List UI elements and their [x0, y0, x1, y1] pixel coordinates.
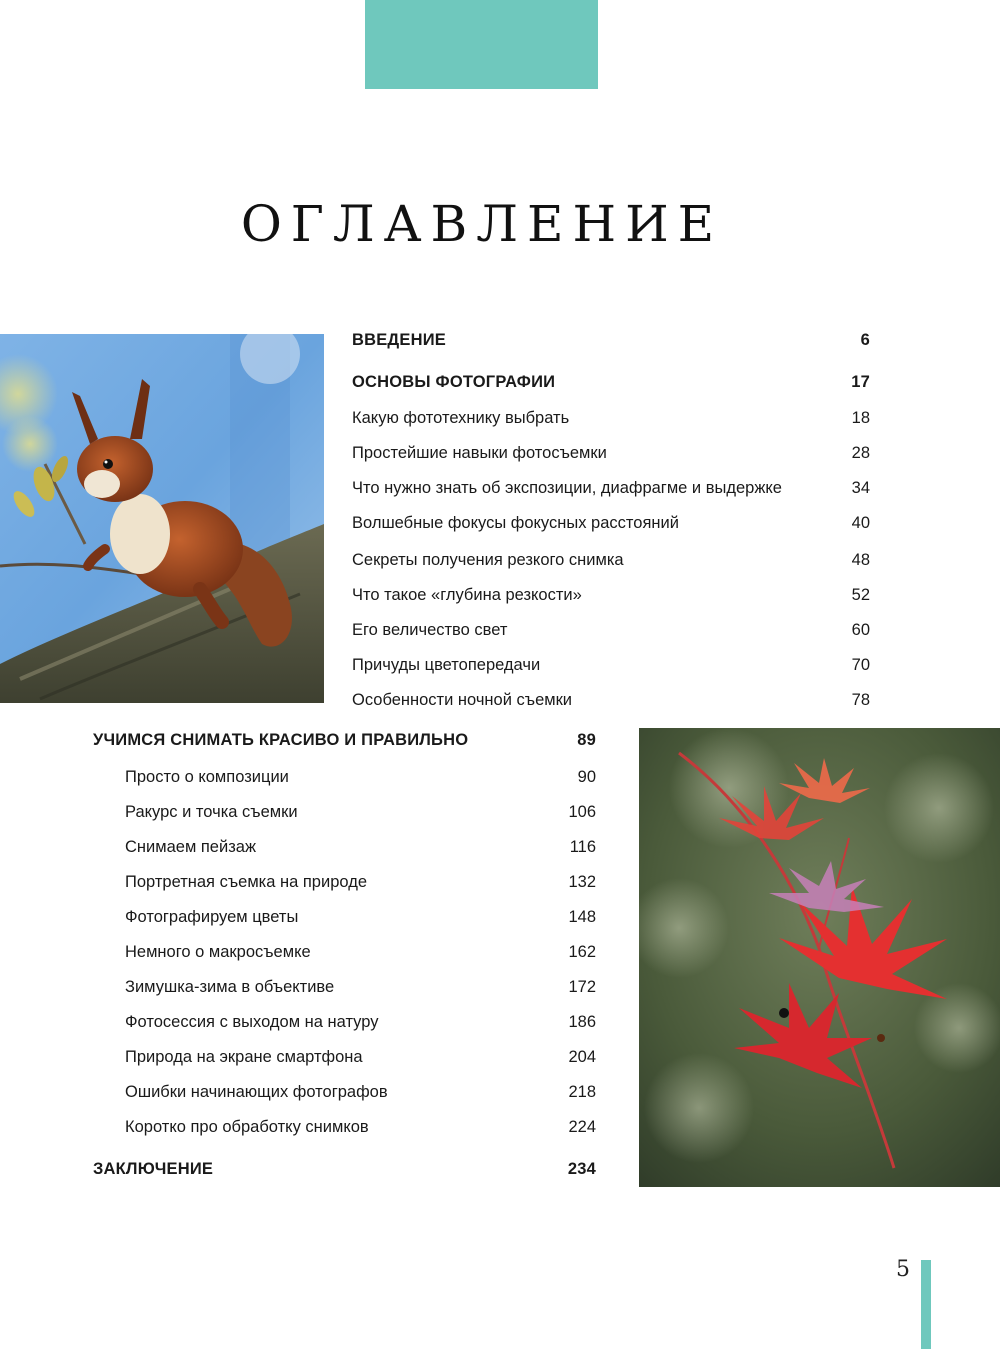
- toc-entry[interactable]: [352, 586, 870, 605]
- toc-entry-label: ВВЕДЕНИЕ: [352, 331, 446, 349]
- toc-entry[interactable]: [125, 838, 596, 857]
- toc-entry-page: 90: [577, 768, 596, 786]
- toc-entry-label: Природа на экране смартфона: [125, 1048, 363, 1066]
- squirrel-photo: [0, 334, 324, 703]
- toc-entry[interactable]: [352, 551, 870, 570]
- page-title: ОГЛАВЛЕНИЕ: [240, 195, 724, 253]
- toc-entry-page: 34: [851, 479, 870, 497]
- toc-entry[interactable]: [125, 803, 596, 822]
- toc-entry[interactable]: [352, 514, 870, 533]
- toc-entry[interactable]: [125, 908, 596, 927]
- toc-entry-label: ОСНОВЫ ФОТОГРАФИИ: [352, 373, 556, 391]
- toc-entry-label: Зимушка-зима в объективе: [125, 978, 335, 996]
- toc-entry[interactable]: [125, 1048, 596, 1067]
- toc-entry-label: Фотографируем цветы: [125, 908, 299, 926]
- toc-entry-label: Ошибки начинающих фотографов: [125, 1083, 388, 1101]
- toc-entry-page: 224: [568, 1118, 596, 1136]
- toc-entry-label: Секреты получения резкого снимка: [352, 551, 624, 569]
- top-accent-tab: [365, 0, 598, 89]
- toc-entry[interactable]: [352, 373, 870, 392]
- toc-entry[interactable]: [93, 731, 596, 750]
- toc-entry-page: 132: [568, 873, 596, 891]
- toc-entry[interactable]: [352, 621, 870, 640]
- toc-entry[interactable]: [125, 768, 596, 787]
- toc-entry[interactable]: [352, 444, 870, 463]
- page-accent-bar: [921, 1260, 931, 1349]
- toc-entry-page: 234: [567, 1160, 596, 1178]
- page-number: 5: [896, 1257, 910, 1282]
- red-leaves-photo: [639, 728, 1000, 1187]
- toc-entry[interactable]: [352, 409, 870, 428]
- toc-entry[interactable]: [125, 943, 596, 962]
- toc-entry[interactable]: [125, 1118, 596, 1137]
- toc-entry-page: 148: [568, 908, 596, 926]
- toc-entry-page: 52: [851, 586, 870, 604]
- toc-entry-page: 48: [851, 551, 870, 569]
- toc-entry[interactable]: [352, 656, 870, 675]
- toc-entry-page: 162: [568, 943, 596, 961]
- toc-entry-label: ЗАКЛЮЧЕНИЕ: [93, 1160, 214, 1178]
- toc-entry[interactable]: [125, 873, 596, 892]
- toc-entry-label: Что такое «глубина резкости»: [352, 586, 582, 604]
- toc-entry-page: 218: [568, 1083, 596, 1101]
- toc-entry[interactable]: [352, 331, 870, 350]
- toc-entry-page: 78: [851, 691, 870, 709]
- toc-entry-label: УЧИМСЯ СНИМАТЬ КРАСИВО И ПРАВИЛЬНО: [93, 731, 469, 749]
- toc-entry-page: 17: [851, 373, 870, 391]
- toc-entry-label: Немного о макросъемке: [125, 943, 311, 961]
- toc-entry-page: 6: [860, 331, 870, 349]
- toc-entry-page: 89: [577, 731, 596, 749]
- toc-entry-page: 18: [851, 409, 870, 427]
- toc-entry[interactable]: [93, 1160, 596, 1179]
- toc-entry-page: 40: [851, 514, 870, 532]
- toc-entry-label: Просто о композиции: [125, 768, 289, 786]
- toc-entry-page: 106: [568, 803, 596, 821]
- toc-entry-label: Фотосессия с выходом на натуру: [125, 1013, 379, 1031]
- toc-entry-page: 70: [851, 656, 870, 674]
- toc-entry[interactable]: [125, 1013, 596, 1032]
- toc-entry-page: 204: [568, 1048, 596, 1066]
- toc-entry-page: 186: [568, 1013, 596, 1031]
- toc-entry-label: Особенности ночной съемки: [352, 691, 573, 709]
- toc-entry-label: Портретная съемка на природе: [125, 873, 367, 891]
- toc-entry-label: Коротко про обработку снимков: [125, 1118, 369, 1136]
- toc-entry-label: Ракурс и точка съемки: [125, 803, 298, 821]
- toc-entry-label: Что нужно знать об экспозиции, диафрагме и выдержке: [352, 479, 782, 497]
- toc-entry-label: Снимаем пейзаж: [125, 838, 256, 856]
- toc-entry[interactable]: [125, 978, 596, 997]
- toc-entry-label: Волшебные фокусы фокусных расстояний: [352, 514, 679, 532]
- toc-entry-page: 172: [568, 978, 596, 996]
- toc-entry[interactable]: [352, 691, 870, 710]
- toc-entry[interactable]: [125, 1083, 596, 1102]
- toc-entry-label: Его величество свет: [352, 621, 508, 639]
- toc-entry[interactable]: [352, 479, 870, 498]
- toc-entry-label: Причуды цветопередачи: [352, 656, 541, 674]
- toc-entry-page: 60: [851, 621, 870, 639]
- toc-entry-page: 28: [851, 444, 870, 462]
- toc-entry-label: Простейшие навыки фотосъемки: [352, 444, 607, 462]
- toc-entry-label: Какую фототехнику выбрать: [352, 409, 570, 427]
- toc-entry-page: 116: [569, 838, 596, 856]
